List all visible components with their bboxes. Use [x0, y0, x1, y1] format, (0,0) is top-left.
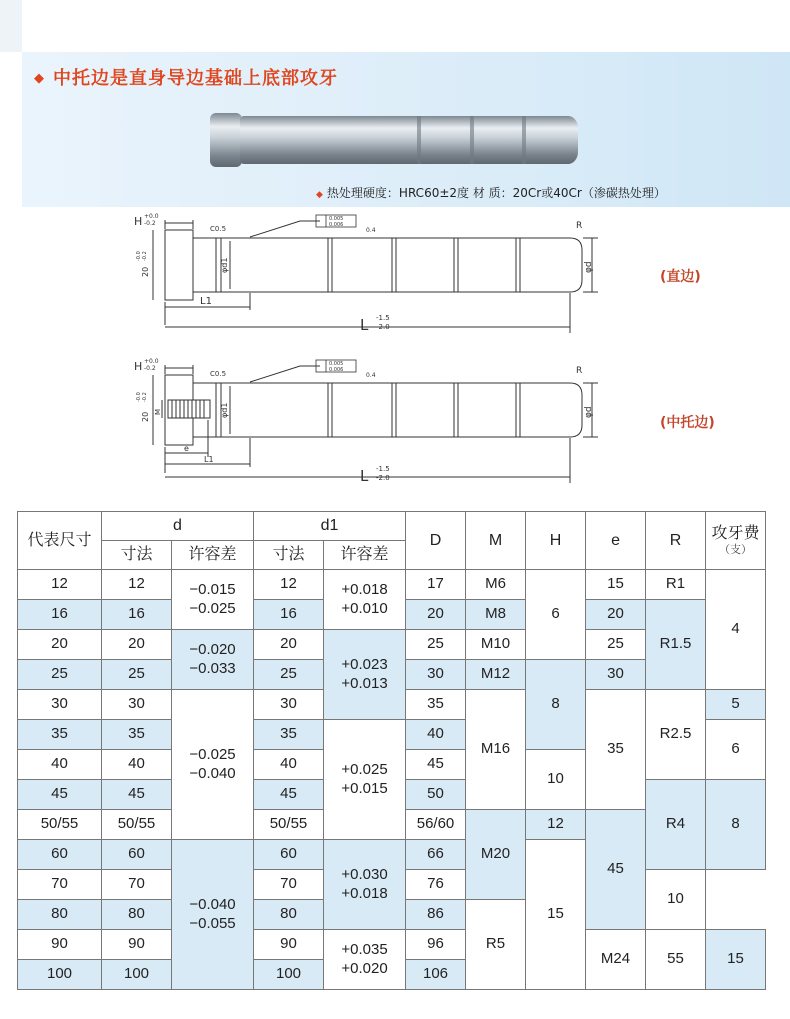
- cell-d1-dim: 30: [254, 690, 324, 720]
- label-d-2: φd: [584, 406, 594, 418]
- cell-d-dim: 70: [102, 870, 172, 900]
- cell-R: R4: [646, 780, 706, 870]
- label-gdt-1-2: 0.005: [329, 361, 344, 367]
- cell-d-dim: 30: [102, 690, 172, 720]
- diamond-icon: ◆: [34, 71, 45, 86]
- cell-D: 50: [406, 780, 466, 810]
- table-row: [18, 570, 766, 600]
- cell-H: 10: [526, 750, 586, 810]
- header-d1: d1: [254, 512, 406, 541]
- cell-fee: 5: [706, 690, 766, 720]
- cell-e: 30: [586, 660, 646, 690]
- cell-d1-dim: 40: [254, 750, 324, 780]
- cell-H: 8: [526, 660, 586, 750]
- cell-d1-dim: 50/55: [254, 810, 324, 840]
- label-h-tol-upper: +0.0: [144, 213, 159, 220]
- cell-d-dim: 16: [102, 600, 172, 630]
- cell-d-dim: 25: [102, 660, 172, 690]
- cell-H: 15: [526, 840, 586, 990]
- cell-D: 25: [406, 630, 466, 660]
- material-spec: [316, 184, 666, 201]
- cell-d1-dim: 100: [254, 960, 324, 990]
- label-h-tol-lower: -0.2: [144, 220, 156, 227]
- label-d: φd: [584, 261, 594, 273]
- cell-size: 20: [18, 630, 102, 660]
- header-d1-tol: 许容差: [324, 541, 406, 570]
- label-side-tol-lower: -0.2: [142, 251, 148, 261]
- cell-D: 96: [406, 930, 466, 960]
- cell-d1-tol: +0.030 +0.018: [324, 840, 406, 930]
- cell-size: 35: [18, 720, 102, 750]
- cell-D: 56/60: [406, 810, 466, 840]
- top-left-band: [0, 0, 22, 52]
- cell-D: 17: [406, 570, 466, 600]
- label-l-tol-upper-2: -1.5: [376, 465, 390, 473]
- cell-d1-dim: 80: [254, 900, 324, 930]
- label-twenty-2: 20: [141, 411, 150, 422]
- header-M: M: [466, 512, 526, 570]
- label-roughness: 0.4: [366, 227, 376, 234]
- page-title-text: 中托边是直身导边基础上底部攻牙: [53, 68, 338, 89]
- label-twenty: 20: [141, 266, 150, 277]
- cell-d-dim: 60: [102, 840, 172, 870]
- cell-D: 76: [406, 870, 466, 900]
- cell-d1-dim: 35: [254, 720, 324, 750]
- cell-size: 12: [18, 570, 102, 600]
- cell-fee: 6: [706, 720, 766, 780]
- cell-R: R1.5: [646, 600, 706, 690]
- cell-M: M16: [466, 690, 526, 810]
- label-e: e: [184, 444, 189, 453]
- cell-d1-dim: 25: [254, 660, 324, 690]
- cell-M: M8: [466, 600, 526, 630]
- cell-D: 35: [406, 690, 466, 720]
- cell-d-dim: 100: [102, 960, 172, 990]
- cell-size: 40: [18, 750, 102, 780]
- cell-M: M20: [466, 810, 526, 900]
- label-l-tol-upper: -1.5: [376, 314, 390, 322]
- cell-e: 15: [586, 570, 646, 600]
- cell-d1-tol: +0.023 +0.013: [324, 630, 406, 720]
- cell-e: 25: [586, 630, 646, 660]
- header-R: R: [646, 512, 706, 570]
- cell-M: M12: [466, 660, 526, 690]
- cell-d-dim: 80: [102, 900, 172, 930]
- cell-M: M6: [466, 570, 526, 600]
- cell-d-dim: 50/55: [102, 810, 172, 840]
- cell-size: 25: [18, 660, 102, 690]
- label-c: C0.5: [210, 225, 227, 233]
- cell-d-tol: −0.040 −0.055: [172, 840, 254, 990]
- label-side-tol-lower-2: -0.2: [142, 392, 148, 402]
- label-gdt-2-2: 0.006: [329, 367, 344, 373]
- cell-d-dim: 90: [102, 930, 172, 960]
- header-fee-unit: （支）: [719, 543, 753, 556]
- cell-d1-dim: 20: [254, 630, 324, 660]
- cell-d1-dim: 12: [254, 570, 324, 600]
- tag-middle-support: (中托边): [660, 415, 715, 431]
- spec-table: [17, 511, 766, 990]
- cell-e: 20: [586, 600, 646, 630]
- cell-H: 12: [526, 810, 586, 840]
- material-spec-text: 热处理硬度：HRC60±2度 材 质：20Cr或40Cr（渗碳热处理）: [326, 186, 666, 200]
- cell-size: 80: [18, 900, 102, 930]
- label-side-tol-upper-2: -0.0: [136, 392, 142, 402]
- cell-D: 45: [406, 750, 466, 780]
- label-l: L: [360, 316, 369, 334]
- tag-straight: (直边): [660, 269, 701, 285]
- header-d-dim: 寸法: [102, 541, 172, 570]
- cell-d1-dim: 90: [254, 930, 324, 960]
- cell-d-tol: −0.025 −0.040: [172, 690, 254, 840]
- cell-fee: 15: [706, 930, 766, 990]
- cell-d-dim: 45: [102, 780, 172, 810]
- label-l-tol-lower: -2.0: [376, 323, 390, 331]
- cell-H: 6: [526, 570, 586, 660]
- label-l1-2: L1: [204, 455, 214, 464]
- label-r-2: R: [576, 366, 583, 376]
- cell-d-tol: −0.020 −0.033: [172, 630, 254, 690]
- cell-D: 86: [406, 900, 466, 930]
- cell-d-dim: 12: [102, 570, 172, 600]
- header-d: d: [102, 512, 254, 541]
- cell-size: 16: [18, 600, 102, 630]
- cell-d1-tol: +0.025 +0.015: [324, 720, 406, 840]
- cell-R: R1: [646, 570, 706, 600]
- cell-size: 70: [18, 870, 102, 900]
- cell-e: 45: [586, 810, 646, 930]
- diamond-icon: ◆: [316, 190, 323, 200]
- cell-d-dim: 20: [102, 630, 172, 660]
- cell-R: R5: [466, 900, 526, 990]
- cell-size: 60: [18, 840, 102, 870]
- label-r: R: [576, 221, 583, 231]
- cell-d1-dim: 70: [254, 870, 324, 900]
- cell-fee: 8: [706, 780, 766, 870]
- header-D: D: [406, 512, 466, 570]
- label-h-tol-upper-2: +0.0: [144, 358, 159, 365]
- label-l1: L1: [200, 296, 212, 307]
- header-size: 代表尺寸: [18, 512, 102, 570]
- table-row: [18, 930, 766, 960]
- label-d1-2: φd1: [220, 402, 229, 418]
- label-gdt-1: 0.005: [329, 216, 344, 222]
- cell-fee: 10: [646, 870, 706, 930]
- technical-drawing: [120, 205, 620, 495]
- cell-d1-dim: 60: [254, 840, 324, 870]
- cell-R: R2.5: [646, 690, 706, 780]
- cell-d-dim: 40: [102, 750, 172, 780]
- cell-size: 45: [18, 780, 102, 810]
- label-c-2: C0.5: [210, 370, 227, 378]
- label-h-2: H: [134, 360, 143, 373]
- cell-M: M24: [586, 930, 646, 990]
- header-e: e: [586, 512, 646, 570]
- label-roughness-2: 0.4: [366, 372, 376, 379]
- header-d-tol: 许容差: [172, 541, 254, 570]
- header-fee-label: 攻牙费: [711, 524, 760, 542]
- cell-d-tol: −0.015 −0.025: [172, 570, 254, 630]
- header-fee: [706, 512, 766, 570]
- guide-pin-photo: [210, 110, 582, 170]
- cell-d-dim: 35: [102, 720, 172, 750]
- cell-d1-dim: 16: [254, 600, 324, 630]
- cell-e: 35: [586, 690, 646, 810]
- cell-D: 20: [406, 600, 466, 630]
- cell-d1-tol: +0.018 +0.010: [324, 570, 406, 630]
- label-l-2: L: [360, 467, 369, 485]
- label-h-tol-lower-2: -0.2: [144, 365, 156, 372]
- cell-D: 106: [406, 960, 466, 990]
- cell-size: 100: [18, 960, 102, 990]
- label-d1: φd1: [220, 257, 229, 273]
- cell-d1-tol: +0.035 +0.020: [324, 930, 406, 990]
- label-side-tol-upper: -0.0: [136, 251, 142, 261]
- cell-size: 90: [18, 930, 102, 960]
- cell-e: 55: [646, 930, 706, 990]
- cell-M: M10: [466, 630, 526, 660]
- header-d1-dim: 寸法: [254, 541, 324, 570]
- label-gdt-2: 0.006: [329, 222, 344, 228]
- cell-D: 30: [406, 660, 466, 690]
- cell-d1-dim: 45: [254, 780, 324, 810]
- label-l-tol-lower-2: -2.0: [376, 474, 390, 482]
- cell-D: 66: [406, 840, 466, 870]
- label-m: M: [154, 408, 162, 415]
- cell-size: 50/55: [18, 810, 102, 840]
- label-h: H: [134, 215, 143, 228]
- page-title: [34, 64, 338, 90]
- header-H: H: [526, 512, 586, 570]
- cell-fee: 4: [706, 570, 766, 690]
- cell-size: 30: [18, 690, 102, 720]
- cell-D: 40: [406, 720, 466, 750]
